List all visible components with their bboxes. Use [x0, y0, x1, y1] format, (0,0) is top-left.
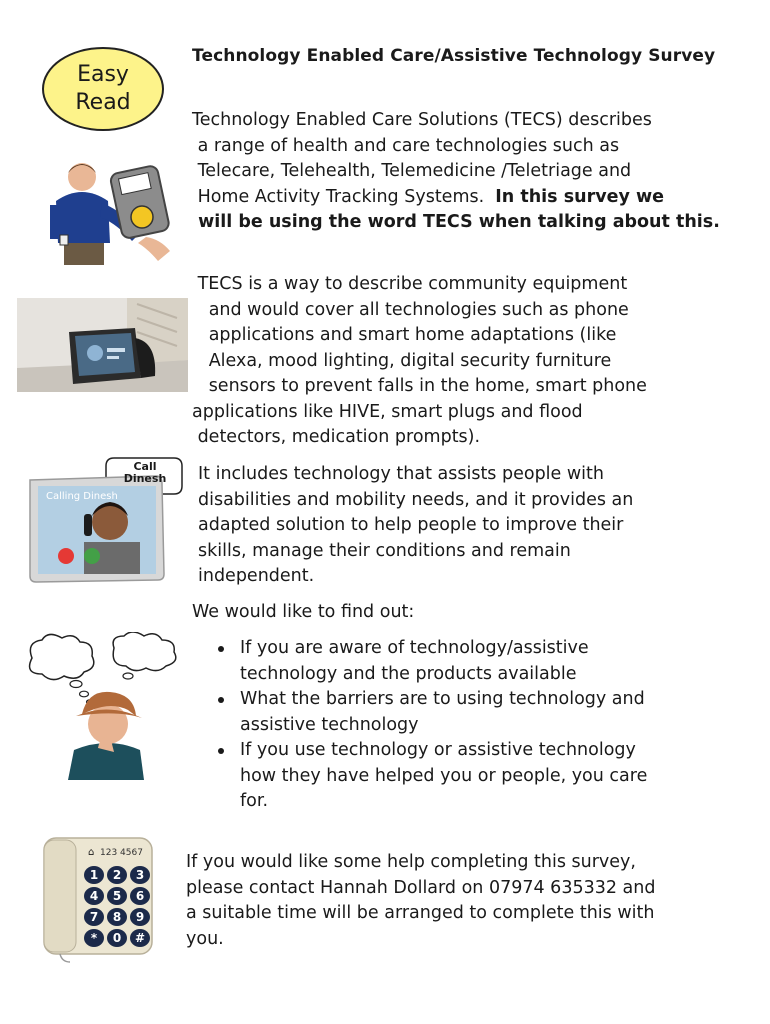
- video-call-device-illustration: [24, 456, 184, 586]
- contact-line-2: please contact Hannah Dollard on 07974 635332 and: [186, 877, 656, 898]
- includes-line-5: independent.: [198, 566, 315, 586]
- easy-read-badge: [42, 47, 164, 131]
- keypad-key: 7: [84, 908, 104, 926]
- keypad-key: 2: [107, 866, 127, 884]
- big-button-telephone-illustration: [42, 836, 158, 964]
- smart-display-device-photo: [17, 298, 188, 392]
- includes-line-3: adapted solution to help people to improve their: [198, 515, 624, 535]
- keypad-key: 9: [130, 908, 150, 926]
- intro-paragraph: [192, 108, 720, 236]
- includes-line-4: skills, manage their conditions and remain: [198, 540, 571, 561]
- keypad-key: 6: [130, 887, 150, 905]
- call-bubble-line-2: Dinesh: [123, 472, 167, 485]
- contact-line-1: If you would like some help completing this survey,: [186, 852, 636, 872]
- list-item: If you are aware of technology/assistive technology and the products available: [218, 636, 647, 687]
- contact-line-4: you.: [186, 928, 224, 949]
- find-out-heading: We would like to find out:: [192, 602, 415, 622]
- home-icon: ⌂: [88, 847, 95, 858]
- keypad-key: 5: [107, 887, 127, 905]
- intro-line-3: Telecare, Telehealth, Telemedicine /Teletriage and: [192, 161, 632, 181]
- includes-line-2: disabilities and mobility needs, and it provides an: [198, 489, 634, 510]
- thinking-person-illustration: [18, 632, 188, 780]
- tecs-line-7: detectors, medication prompts).: [192, 427, 481, 447]
- keypad-key: 8: [107, 908, 127, 926]
- intro-bold-a: In this survey we: [495, 186, 665, 207]
- bullet-icon: [218, 697, 224, 703]
- easy-read-line-2: Read: [75, 90, 131, 115]
- easy-read-line-1: Easy: [77, 62, 129, 87]
- includes-line-1: It includes technology that assists people with: [198, 464, 604, 484]
- tecs-line-5: sensors to prevent falls in the home, smart phone: [192, 376, 647, 396]
- bullet-icon: [218, 646, 224, 652]
- intro-line-1: Technology Enabled Care Solutions (TECS) describes: [192, 110, 652, 130]
- contact-line-3: a suitable time will be arranged to complete this with: [186, 903, 655, 923]
- list-item: What the barriers are to using technology and assistive technology: [218, 687, 647, 738]
- intro-line-2: a range of health and care technologies such as: [192, 135, 620, 156]
- keypad-key: *: [84, 929, 104, 947]
- tecs-paragraph: [192, 272, 647, 451]
- keypad: [84, 866, 150, 947]
- list-item: If you use technology or assistive technology how they have helped you or people, you care for.: [218, 738, 647, 815]
- includes-paragraph: [198, 462, 633, 590]
- contact-paragraph: [186, 850, 655, 952]
- bullet-icon: [218, 748, 224, 754]
- calling-label: Calling Dinesh: [46, 491, 118, 502]
- keypad-key: 0: [107, 929, 127, 947]
- tecs-line-2: and would cover all technologies such as phone: [192, 299, 629, 320]
- tecs-line-6: applications like HIVE, smart plugs and flood: [192, 401, 583, 422]
- page-title: Technology Enabled Care/Assistive Technology Survey: [192, 46, 716, 66]
- keypad-key: #: [130, 929, 150, 947]
- keypad-key: 3: [130, 866, 150, 884]
- call-bubble-line-1: Call: [133, 460, 157, 473]
- phone-number-label: 123 4567: [100, 848, 143, 858]
- keypad-key: 1: [84, 866, 104, 884]
- man-with-alarm-device-illustration: [42, 143, 188, 265]
- find-out-list: [218, 636, 647, 815]
- tecs-line-1: TECS is a way to describe community equipment: [192, 274, 628, 294]
- intro-bold-b: will be using the word TECS when talking about this.: [192, 212, 720, 232]
- intro-line-4: Home Activity Tracking Systems.: [192, 186, 496, 207]
- tecs-line-3: applications and smart home adaptations (like: [192, 325, 617, 345]
- tecs-line-4: Alexa, mood lighting, digital security furniture: [192, 350, 612, 371]
- keypad-key: 4: [84, 887, 104, 905]
